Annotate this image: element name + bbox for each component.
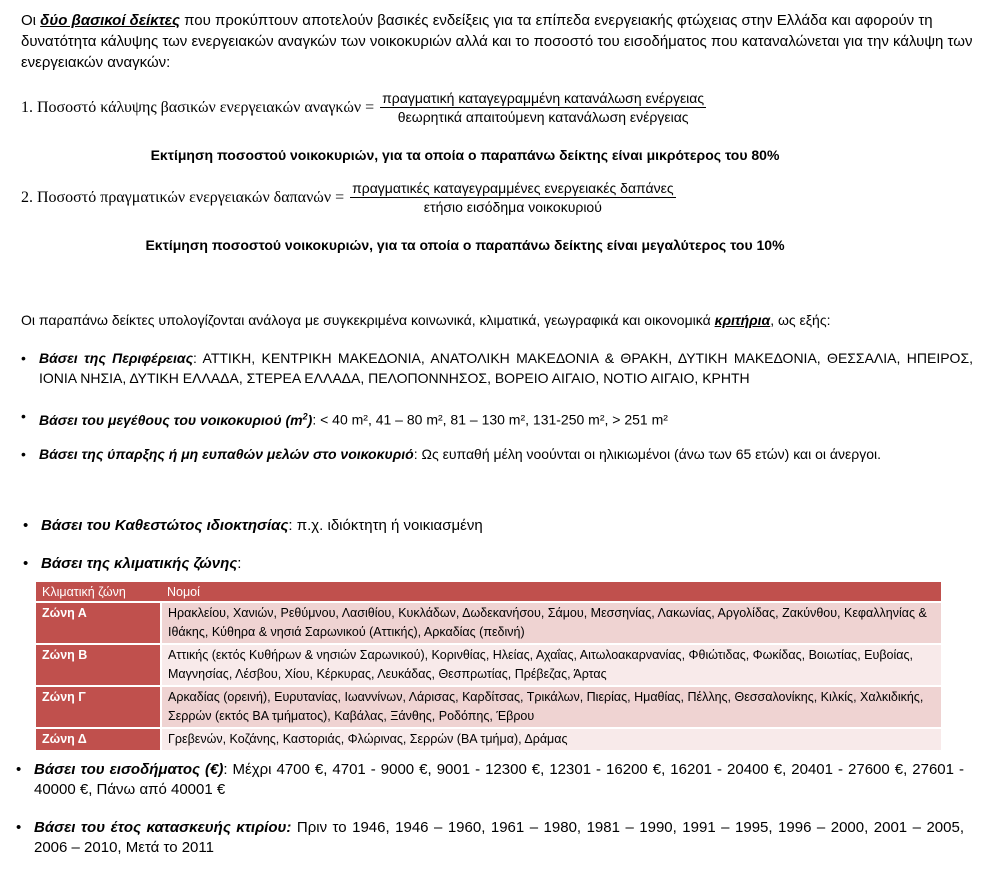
table-row bbox=[36, 644, 941, 686]
prefectures-cell: Ηρακλείου, Χανιών, Ρεθύμνου, Λασιθίου, Κυκλάδων, Δωδεκανήσου, Σάμου, Μεσσηνίας, Λακωνίας, Αργολίδας, Ζακύνθου, Κεφαλληνίας & Ιθάκης, Κύθηρα & νησιά Σαρωνικού (Αττικής), Αρκαδίας (πεδινή) bbox=[161, 602, 941, 644]
bullet-vulnerable-value: : Ως ευπαθή μέλη νοούνται οι ηλικιωμένοι (άνω των 65 ετών) και οι άνεργοι. bbox=[413, 446, 882, 462]
bullet-dot: • bbox=[23, 555, 29, 572]
formula-1-fraction bbox=[380, 90, 706, 125]
bullet-climate-zone bbox=[23, 554, 963, 574]
bullet-dot: • bbox=[21, 408, 26, 424]
criteria-text-post: , ως εξής: bbox=[770, 312, 831, 328]
bullet-climate-value: : bbox=[237, 555, 242, 572]
bullet-region-key: Βάσει της Περιφέρειας bbox=[39, 350, 194, 366]
bullet-dot: • bbox=[23, 517, 29, 534]
zone-cell: Ζώνη Δ bbox=[36, 728, 161, 751]
formula-1-label: 1. Ποσοστό κάλυψης βασικών ενεργειακών αναγκών = bbox=[21, 98, 375, 116]
bullet-vulnerable-members bbox=[21, 444, 973, 464]
prefectures-cell: Αρκαδίας (ορεινή), Ευρυτανίας, Ιωαννίνων, Λάρισας, Καρδίτσας, Τρικάλων, Πιερίας, Ημαθίας, Πέλλης, Θεσσαλονίκης, Κιλκίς, Χαλκιδικής, Σερρών (εκτός ΒΑ τμήματος), Καβάλας, Ξάνθης, Ροδόπης, Έβρου bbox=[161, 686, 941, 728]
bullet-size-value: : < 40 m², 41 – 80 m², 81 – 130 m², 131-250 m², > 251 m² bbox=[312, 411, 668, 428]
table-header-row bbox=[36, 582, 941, 602]
criteria-emphasis: κριτήρια bbox=[714, 312, 771, 328]
bullet-vulnerable-key: Βάσει της ύπαρξης ή μη ευπαθών μελών στο νοικοκυριό bbox=[39, 446, 414, 462]
zone-cell: Ζώνη Γ bbox=[36, 686, 161, 728]
table-row bbox=[36, 728, 941, 751]
table-row bbox=[36, 686, 941, 728]
bullet-dot: • bbox=[21, 350, 26, 366]
bullet-size-key-end: ) bbox=[307, 411, 313, 428]
formula-2-fraction bbox=[350, 180, 676, 215]
intro-emphasis: δύο βασικοί δείκτες bbox=[40, 12, 180, 29]
bullet-construction-year bbox=[16, 818, 964, 858]
formula-2 bbox=[21, 180, 676, 215]
criteria-paragraph bbox=[21, 312, 830, 328]
bullet-region bbox=[21, 348, 973, 388]
formula-2-numerator: πραγματικές καταγεγραμμένες ενεργειακές δαπάνες bbox=[352, 180, 674, 196]
bullet-region-value: : ΑΤΤΙΚΗ, ΚΕΝΤΡΙΚΗ ΜΑΚΕΔΟΝΙΑ, ΑΝΑΤΟΛΙΚΗ ΜΑΚΕΔΟΝΙΑ & ΘΡΑΚΗ, ΔΥΤΙΚΗ ΜΑΚΕΔΟΝΙΑ, ΘΕΣΣΑΛΙΑ, ΗΠΕΙΡΟΣ, ΙΟΝΙΑ ΝΗΣΙΑ, ΔΥΤΙΚΗ ΕΛΛΑΔΑ, ΣΤΕΡΕΑ ΕΛΛΑΔΑ, ΠΕΛΟΠΟΝΝΗΣΟΣ, ΒΟΡΕΙΟ ΑΙΓΑΙΟ, ΝΟΤΙΟ ΑΙΓΑΙΟ, ΚΡΗΤΗ bbox=[39, 350, 973, 386]
bullet-dot: • bbox=[16, 819, 22, 836]
bullet-size-key: Βάσει του μεγέθους του νοικοκυριού (m bbox=[39, 411, 303, 428]
table-header-zone: Κλιματική ζώνη bbox=[36, 582, 161, 602]
bullet-income bbox=[16, 760, 964, 800]
bullet-household-size bbox=[21, 406, 973, 430]
formula-2-label: 2. Ποσοστό πραγματικών ενεργειακών δαπανών = bbox=[21, 188, 345, 206]
formula-1-numerator: πραγματική καταγεγραμμένη κατανάλωση ενέργειας bbox=[382, 90, 705, 106]
formula-1-denominator: θεωρητικά απαιτούμενη κατανάλωση ενέργειας bbox=[397, 109, 689, 125]
formula-1-estimate: Εκτίμηση ποσοστού νοικοκυριών, για τα οποία ο παραπάνω δείκτης είναι μικρότερος του 80% bbox=[150, 147, 780, 163]
formula-2-estimate: Εκτίμηση ποσοστού νοικοκυριών, για τα οποία ο παραπάνω δείκτης είναι μεγαλύτερος του 10% bbox=[145, 237, 785, 253]
bullet-ownership bbox=[23, 516, 963, 536]
bullet-size-key-sup: 2 bbox=[302, 411, 308, 421]
bullet-year-value: Πριν το 1946, 1946 – 1960, 1961 – 1980, 1981 – 1990, 1991 – 1995, 1996 – 2000, 2001 – 2005, 2006 – 2010, Μετά το 2011 bbox=[34, 819, 964, 856]
table-row bbox=[36, 602, 941, 644]
intro-paragraph bbox=[21, 10, 976, 73]
prefectures-cell: Γρεβενών, Κοζάνης, Καστοριάς, Φλώρινας, Σερρών (ΒΑ τμήμα), Δράμας bbox=[161, 728, 941, 751]
formula-2-denominator: ετήσιο εισόδημα νοικοκυριού bbox=[423, 199, 602, 215]
bullet-dot: • bbox=[16, 761, 22, 778]
bullet-ownership-value: : π.χ. ιδιόκτητη ή νοικιασμένη bbox=[288, 517, 483, 534]
criteria-text-pre: Οι παραπάνω δείκτες υπολογίζονται ανάλογα με συγκεκριμένα κοινωνικά, κλιματικά, γεωγραφικά και οικονομικά bbox=[21, 312, 715, 328]
zone-cell: Ζώνη Β bbox=[36, 644, 161, 686]
bullet-income-value: : Μέχρι 4700 €, 4701 - 9000 €, 9001 - 12300 €, 12301 - 16200 €, 16201 - 20400 €, 20401 - 27600 €, 27601 - 40000 €, Πάνω από 40001 € bbox=[34, 761, 964, 798]
bullet-income-key: Βάσει του εισοδήματος (€) bbox=[34, 761, 224, 778]
climate-zones-table bbox=[36, 582, 941, 752]
intro-text-pre: Οι bbox=[21, 12, 41, 29]
bullet-ownership-key: Βάσει του Καθεστώτος ιδιοκτησίας bbox=[41, 517, 289, 534]
bullet-year-key: Βάσει του έτος κατασκευής κτιρίου: bbox=[34, 819, 292, 836]
table-header-prefectures: Νομοί bbox=[161, 582, 941, 602]
intro-text-post: που προκύπτουν αποτελούν βασικές ενδείξεις για τα επίπεδα ενεργειακής φτώχειας στην Ελλάδα και αφορούν τη δυνατότητα κάλυψης των ενεργειακών αναγκών των νοικοκυριών αλλά και το ποσοστό του εισοδήματος που καταναλώνεται για την κάλυψη των ενεργειακών αναγκών: bbox=[21, 12, 973, 71]
formula-1 bbox=[21, 90, 706, 125]
prefectures-cell: Αττικής (εκτός Κυθήρων & νησιών Σαρωνικού), Κορινθίας, Ηλείας, Αχαΐας, Αιτωλοακαρνανίας, Φθιώτιδας, Φωκίδας, Βοιωτίας, Ευβοίας, Μαγνησίας, Λέσβου, Χίου, Κέρκυρας, Λευκάδας, Θεσπρωτίας, Πρέβεζας, Άρτας bbox=[161, 644, 941, 686]
zone-cell: Ζώνη Α bbox=[36, 602, 161, 644]
bullet-climate-key: Βάσει της κλιματικής ζώνης bbox=[41, 555, 238, 572]
bullet-dot: • bbox=[21, 446, 26, 462]
